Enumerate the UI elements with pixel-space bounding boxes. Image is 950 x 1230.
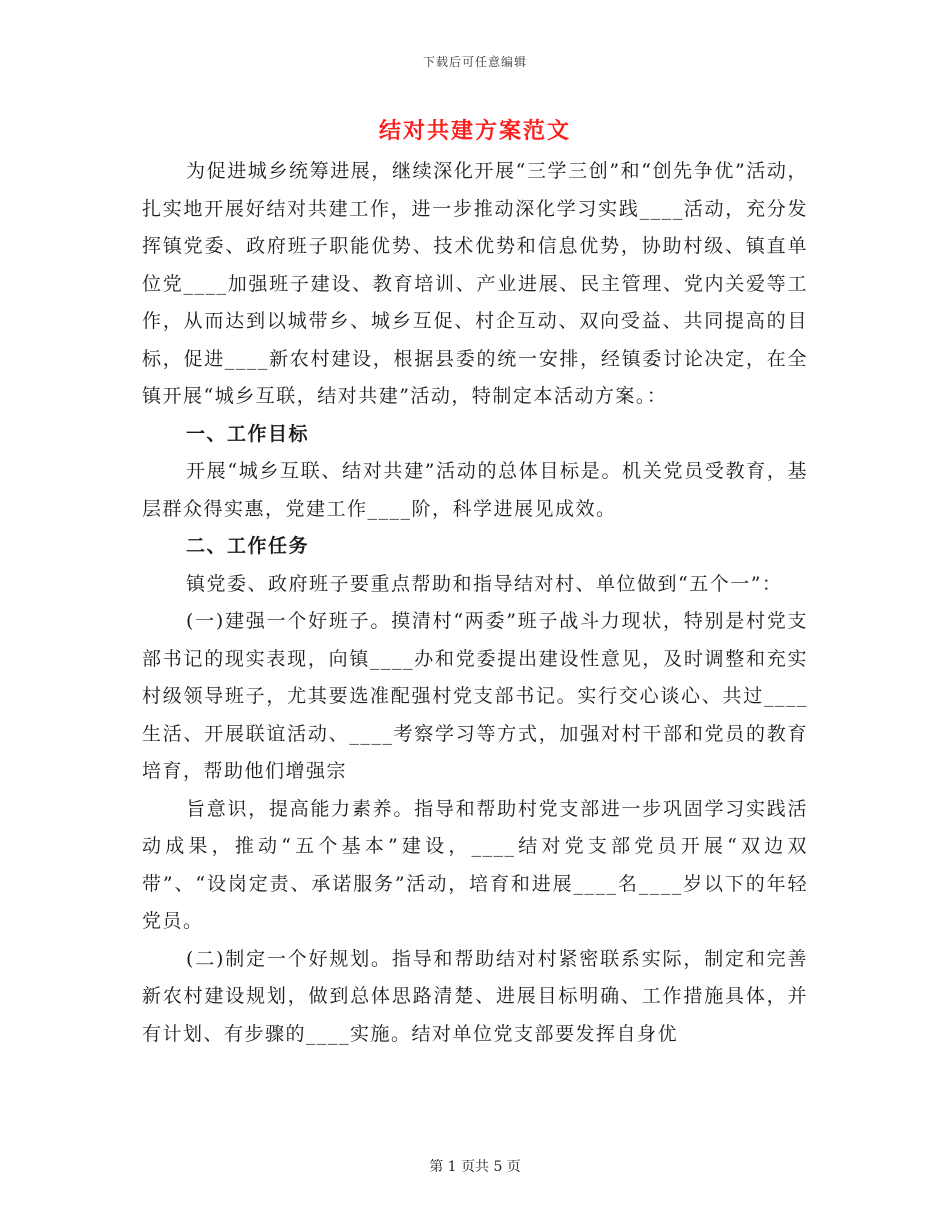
paragraph-intro: 为促进城乡统筹进展，继续深化开展“三学三创”和“创先争优”活动，扎实地开展好结对共建工作，进一步推动深化学习实践____活动，充分发挥镇党委、政府班子职能优势、技术优势和信息优势，协助村级、镇直单位党____加强班子建设、教育培训、产业进展、民主管理、党内关爱等工作，从而达到以城带乡、城乡互促、村企互动、双向受益、共同提高的目标，促进____新农村建设，根据县委的统一安排，经镇委讨论决定，在全镇开展“城乡互联，结对共建”活动，特制定本活动方案。： xyxy=(142,160,808,407)
paragraph-task-two: (二)制定一个好规划。指导和帮助结对村紧密联系实际，制定和完善新农村建设规划，做到总体思路清楚、进展目标明确、工作措施具体，并有计划、有步骤的____实施。结对单位党支部要发挥自身优 xyxy=(142,947,808,1045)
paragraph-task-one: (一)建强一个好班子。摸清村“两委”班子战斗力现状，特别是村党支部书记的现实表现，向镇____办和党委提出建设性意见，及时调整和充实村级领导班子，尤其要选准配强村党支部书记。实行交心谈心、共过____生活、开展联谊活动、____考察学习等方式，加强对村干部和党员的教育培育，帮助他们增强宗 xyxy=(142,610,808,782)
paragraph-task-one-cont: 旨意识，提高能力素养。指导和帮助村党支部进一步巩固学习实践活动成果，推动“五个基本”建设，____结对党支部党员开展“双边双带”、“设岗定责、承诺服务”活动，培育和进展____名____岁以下的年轻党员。 xyxy=(142,797,808,932)
page-number: 第 1 页共 5 页 xyxy=(429,1159,521,1175)
page-header-note: 下载后可任意编辑 xyxy=(422,55,527,69)
document-title: 结对共建方案范文 xyxy=(378,118,571,144)
paragraph-goals: 开展“城乡互联、结对共建”活动的总体目标是。机关党员受教育，基层群众得实惠，党建工作____阶，科学进展见成效。 xyxy=(142,460,808,520)
document-body xyxy=(142,153,808,1053)
section-heading-tasks: 二、工作任务 xyxy=(186,535,310,557)
section-heading-goals: 一、工作目标 xyxy=(186,422,310,445)
paragraph-tasks-intro: 镇党委、政府班子要重点帮助和指导结对村、单位做到“五个一”： xyxy=(186,572,783,595)
